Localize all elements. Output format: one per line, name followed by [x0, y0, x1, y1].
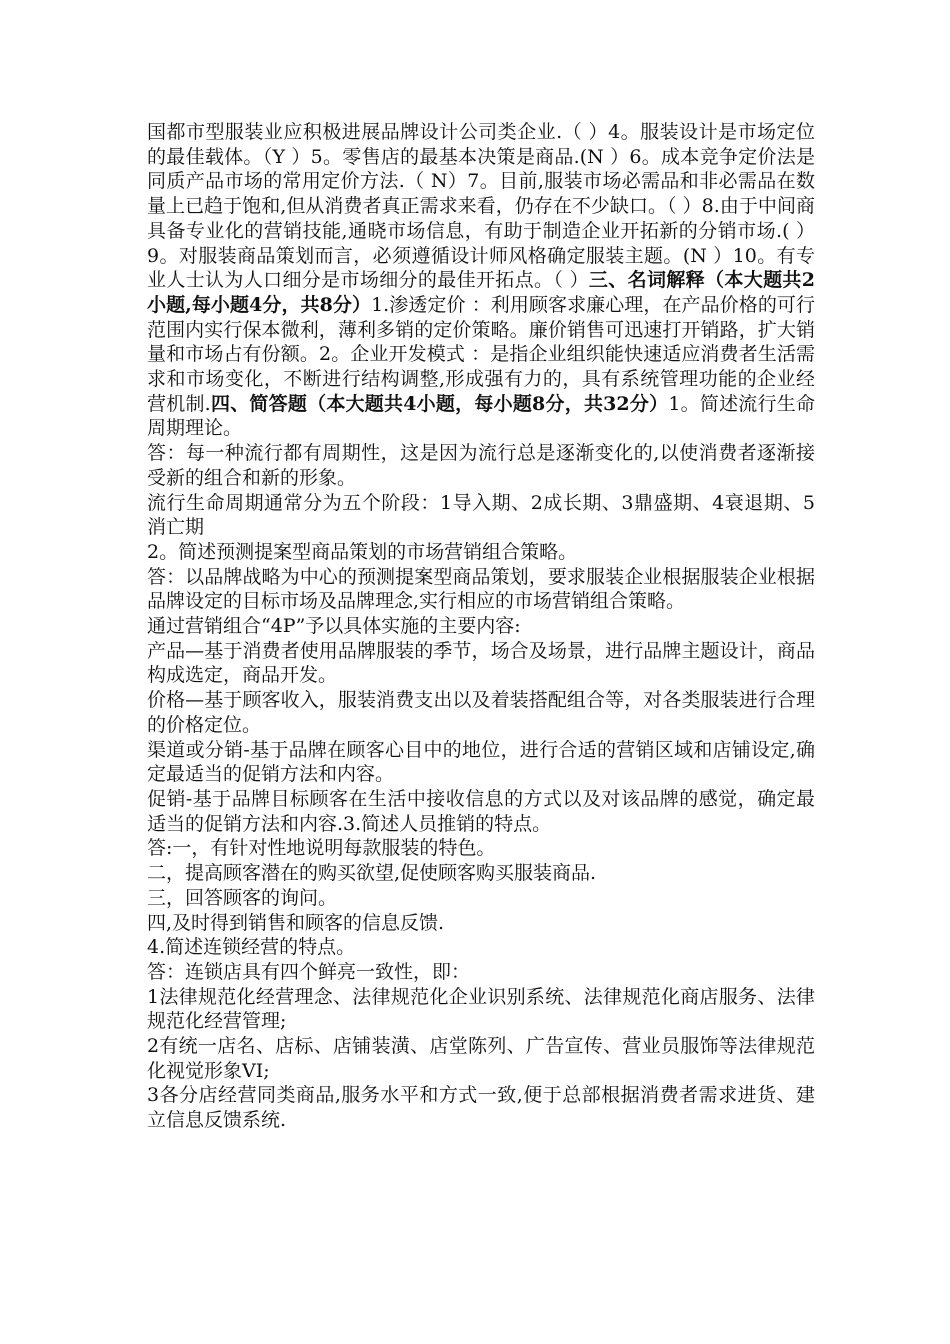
paragraph-judgement-and-definitions	[147, 120, 815, 441]
marketing-mix-intro-paragraph: 通过营销组合“4P”予以具体实施的主要内容:	[147, 615, 521, 638]
answer-3-point-3: 三，回答顾客的询问。	[147, 886, 338, 909]
answer-2-paragraph: 答：以品牌战略为中心的预测提案型商品策划，要求服装企业根据服装企业根据品牌设定的目标市场及品牌理念,实行相应的市场营销组合策略。	[147, 565, 815, 613]
question-2-paragraph: 2。简述预测提案型商品策划的市场营销组合策略。	[147, 540, 578, 563]
price-paragraph: 价格—基于顾客收入，服装消费支出以及着装搭配组合等，对各类服装进行合理的价格定位。	[147, 689, 815, 736]
question-1-text: 1。简述流行生命周期理论。	[147, 392, 815, 440]
question-4-paragraph: 4.简述连锁经营的特点。	[147, 936, 356, 959]
definitions-text: 1.渗透定价 ：利用顾客求廉心理，在产品价格的可行范围内实行保本微利，薄利多销的定价策略。廉价销售可迅速打开销路，扩大销量和市场占有份额。2。企业开发模式 ：是指企业组织能快速适应消费者生活需求和市场变化，不断进行结构调整,形成强有力的，具有系统管理功能的企业经营机制.	[147, 293, 815, 415]
section-heading-short-answer: 四、简答题（本大题共4小题，每小题8分，共32分）	[210, 392, 669, 415]
answer-4-point-3: 3各分店经营同类商品,服务水平和方式一致,便于总部根据消费者需求进货、建立信息反馈系统.	[147, 1084, 815, 1132]
channel-paragraph: 渠道或分销-基于品牌在顾客心目中的地位，进行合适的营销区域和店铺设定,确定最适当的促销方法和内容。	[147, 738, 815, 786]
judgement-questions-text: 国都市型服装业应积极进展品牌设计公司类企业.（ ）4。服装设计是市场定位的最佳载体。（Y ）5。零售店的最基本决策是商品.(N ）6。成本竞争定价法是同质产品市场的常用定价方法.（ N）7。目前,服装市场必需品和非必需品在数量上已趋于饱和,但从消费者真正需求来看，仍存在不少缺口。（ ）8.由于中间商具备专业化的营销技能,通晓市场信息，有助于制造企业开拓新的分销市场.( ）9。对服装商品策划而言，必须遵循设计师风格确定服装主题。(N ）10。有专业人士认为人口细分是市场细分的最佳开拓点。（ ）	[147, 121, 815, 292]
document-body	[147, 120, 815, 1133]
answer-4-point-1: 1法律规范化经营理念、法律规范化企业识别系统、法律规范化商店服务、法律规范化经营管理;	[147, 985, 815, 1033]
promotion-paragraph: 促销-基于品牌目标顾客在生活中接收信息的方式以及对该品牌的感觉，确定最适当的促销方法和内容.3.简述人员推销的特点。	[147, 787, 815, 835]
product-paragraph: 产品—基于消费者使用品牌服装的季节，场合及场景，进行品牌主题设计，商品构成选定，商品开发。	[147, 639, 815, 687]
answer-3-point-1: 答:一，有针对性地说明每款服装的特色。	[147, 837, 496, 860]
answer-4-point-2: 2有统一店名、店标、店铺装潢、店堂陈列、广告宣传、营业员服饰等法律规范化视觉形象VI;	[147, 1035, 815, 1082]
answer-1-paragraph: 答：每一种流行都有周期性，这是因为流行总是逐渐变化的,以使消费者逐渐接受新的组合和新的形象。	[147, 442, 815, 489]
answer-4-intro: 答：连锁店具有四个鲜亮一致性，即：	[147, 960, 471, 983]
answer-3-point-2: 二，提高顾客潜在的购买欲望,促使顾客购买服装商品.	[147, 862, 597, 885]
answer-1-stages-paragraph: 流行生命周期通常分为五个阶段：1导入期、2成长期、3鼎盛期、4衰退期、5消亡期	[147, 491, 815, 539]
answer-3-point-4: 四,及时得到销售和顾客的信息反馈.	[147, 911, 445, 934]
section-heading-definitions: 三、名词解释（本大题共2小题,每小题4分，共8分）	[147, 269, 815, 316]
